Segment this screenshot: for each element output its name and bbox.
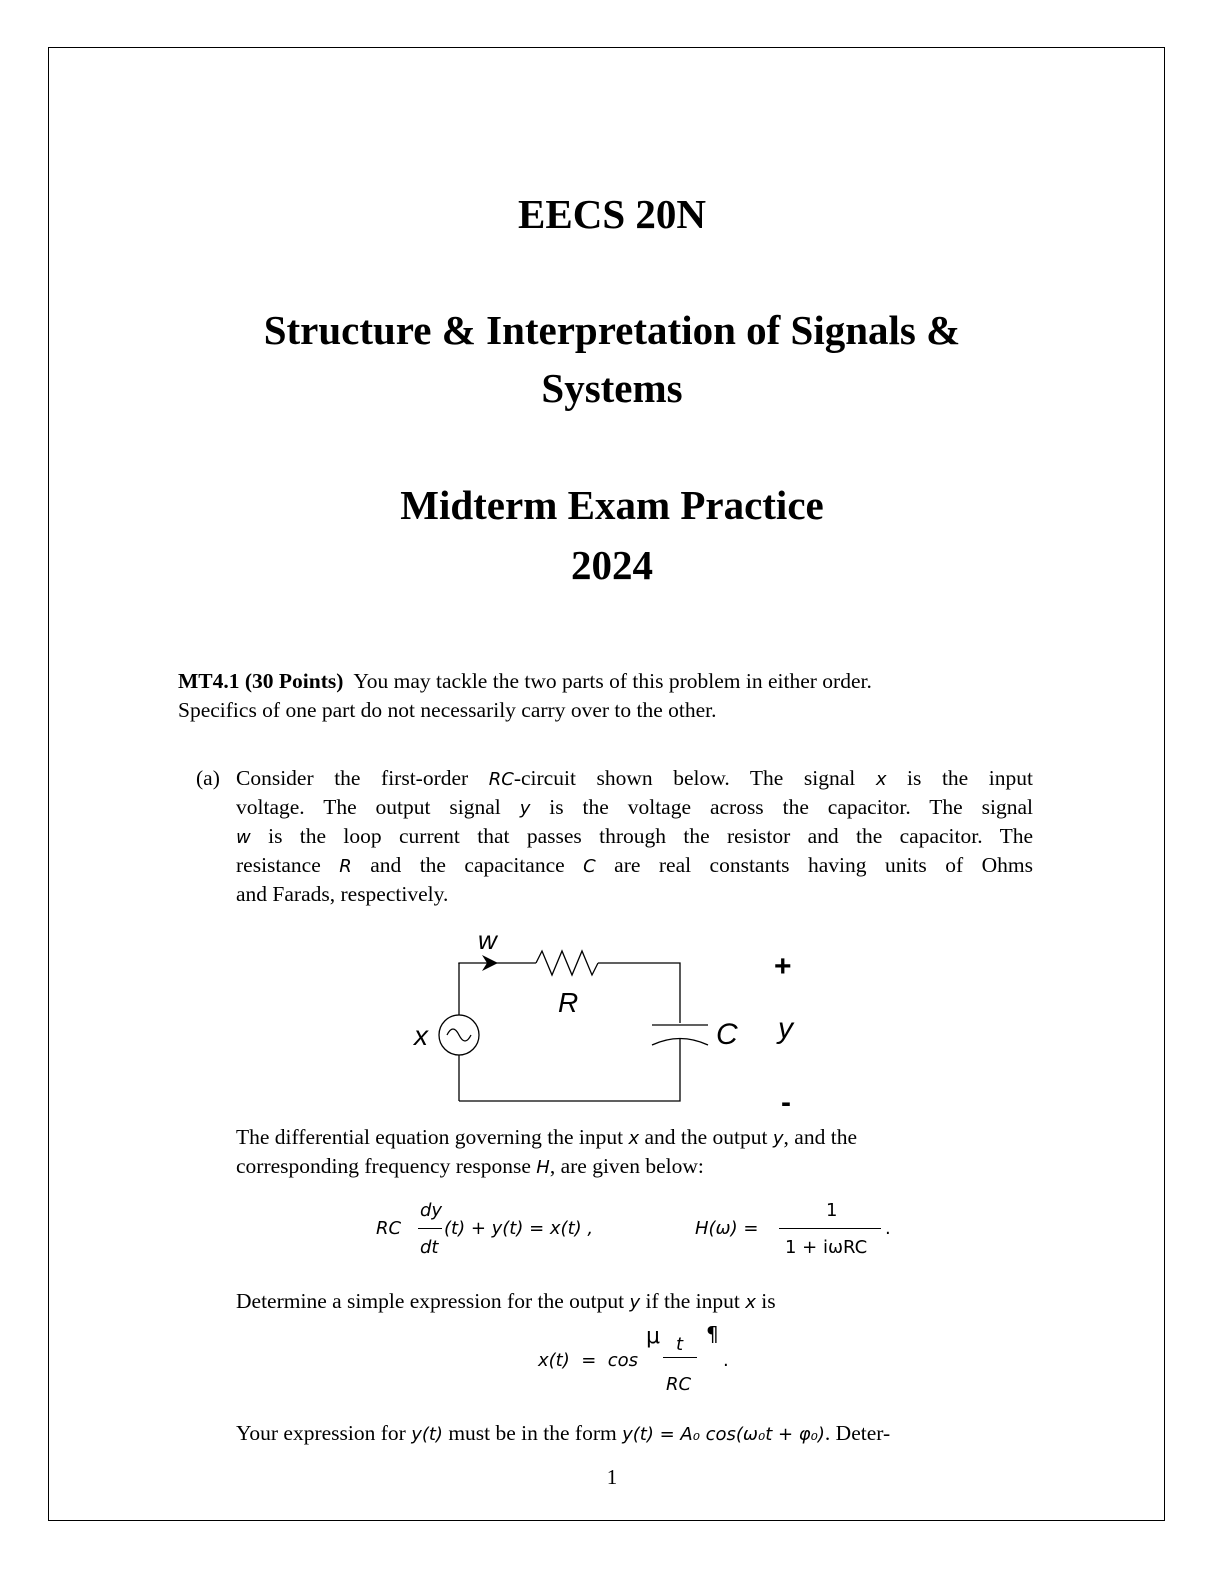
- problem-intro-line1: [178, 667, 872, 696]
- text-segment: and the capacitance: [351, 853, 584, 877]
- course-title: EECS 20N: [518, 191, 706, 237]
- text-segment: resistance: [236, 853, 340, 877]
- rc-circuit-diagram: [400, 920, 820, 1120]
- math-symbol: x: [745, 1292, 756, 1313]
- text-segment: is: [755, 1289, 776, 1313]
- eq3-num: t: [676, 1334, 684, 1355]
- eq3-pilcrow: ¶: [706, 1322, 719, 1346]
- math-symbol: w: [236, 827, 251, 848]
- text-segment: and the output: [639, 1125, 773, 1149]
- text-line: [236, 822, 1033, 852]
- minus-sign: -: [781, 1086, 791, 1119]
- eq2-end: .: [885, 1218, 891, 1239]
- math-symbol: y: [519, 798, 531, 819]
- form-text-yt: y(t): [411, 1424, 443, 1445]
- math-symbol: C: [583, 856, 596, 877]
- text-segment: and Farads, respectively.: [236, 882, 449, 906]
- eq3-den: RC: [666, 1374, 692, 1395]
- problem-intro-line2: Specifics of one part do not necessarily carry over to the other.: [178, 698, 717, 722]
- eq1-frac-den: dt: [420, 1237, 439, 1258]
- eq2-frac-bar: [779, 1228, 881, 1229]
- text-segment: , and the: [783, 1125, 857, 1149]
- eq3-lhs: x(t) = cos: [538, 1350, 639, 1371]
- subject-title-line2: Systems: [541, 365, 683, 411]
- eq3-end: .: [723, 1350, 729, 1371]
- subject-title-line1: Structure & Interpretation of Signals &: [263, 307, 961, 353]
- math-symbol: H: [536, 1157, 550, 1178]
- text-segment: , are given below:: [549, 1154, 704, 1178]
- text-segment: voltage. The output signal: [236, 795, 520, 819]
- text-segment: The differential equation governing the input: [236, 1125, 629, 1149]
- eq2-lhs: H(ω) =: [695, 1218, 759, 1239]
- eq2-num: 1: [826, 1200, 838, 1221]
- part-a-marker: (a): [196, 766, 220, 790]
- source-label: x: [414, 1020, 428, 1051]
- text-line: [236, 1123, 857, 1153]
- eq1-frac-num: dy: [420, 1200, 443, 1221]
- text-segment: is the loop current that passes through the resistor and the capacitor. The: [250, 824, 1033, 848]
- eq3-mu: μ: [646, 1324, 660, 1349]
- text-segment: Determine a simple expression for the output: [236, 1289, 630, 1313]
- math-symbol: y: [772, 1128, 784, 1149]
- voltage-source-sine: [447, 1029, 471, 1041]
- exam-title: Midterm Exam Practice: [400, 482, 824, 528]
- text-line: [236, 1287, 776, 1317]
- math-symbol: x: [875, 769, 887, 790]
- math-symbol: y: [629, 1292, 641, 1313]
- differential-equation: [376, 1198, 636, 1268]
- text-line: [236, 880, 448, 909]
- text-segment: if the input: [640, 1289, 746, 1313]
- text-segment: is the input: [886, 766, 1033, 790]
- output-label: y: [778, 1012, 793, 1045]
- wire-top-right: [598, 963, 680, 1023]
- eq1-frac-bar: [418, 1228, 442, 1229]
- plus-sign: +: [774, 950, 792, 983]
- text-line: [236, 1152, 704, 1182]
- text-segment: corresponding frequency response: [236, 1154, 537, 1178]
- problem-intro-text1: You may tackle the two parts of this problem in either order.: [353, 669, 872, 693]
- exam-year: 2024: [571, 542, 653, 588]
- resistor-zigzag: [536, 951, 598, 975]
- math-symbol: R: [339, 856, 352, 877]
- frequency-response-equation: [695, 1198, 915, 1268]
- input-equation: [538, 1322, 758, 1402]
- wire-bottom-right: [459, 1038, 680, 1101]
- form-text: [236, 1419, 890, 1449]
- eq1-rest: (t) + y(t) = x(t) ,: [444, 1218, 594, 1239]
- text-segment: are real constants having units of Ohms: [595, 853, 1033, 877]
- form-text-pre: Your expression for: [236, 1421, 412, 1445]
- math-symbol: x: [628, 1128, 640, 1149]
- text-line: [236, 764, 1033, 794]
- math-symbol: RC: [488, 769, 514, 790]
- resistor-label: R: [558, 987, 579, 1018]
- problem-label: MT4.1 (30 Points): [178, 669, 344, 693]
- form-text-mid: must be in the form: [442, 1421, 623, 1445]
- capacitor-label: C: [716, 1018, 738, 1051]
- eq3-frac-bar: [663, 1357, 697, 1358]
- text-segment: is the voltage across the capacitor. The signal: [530, 795, 1033, 819]
- page-number: 1: [606, 1465, 618, 1489]
- text-line: [236, 793, 1033, 823]
- form-text-form: y(t) = A₀ cos(ω₀t + φ₀): [622, 1424, 825, 1445]
- form-text-post: . Deter-: [824, 1421, 891, 1445]
- text-line: [236, 851, 1033, 881]
- current-label: w: [478, 925, 497, 955]
- text-segment: Consider the first-order: [236, 766, 489, 790]
- eq2-den: 1 + iωRC: [785, 1237, 868, 1258]
- eq1-coeff: RC: [376, 1218, 402, 1239]
- text-segment: -circuit shown below. The signal: [513, 766, 876, 790]
